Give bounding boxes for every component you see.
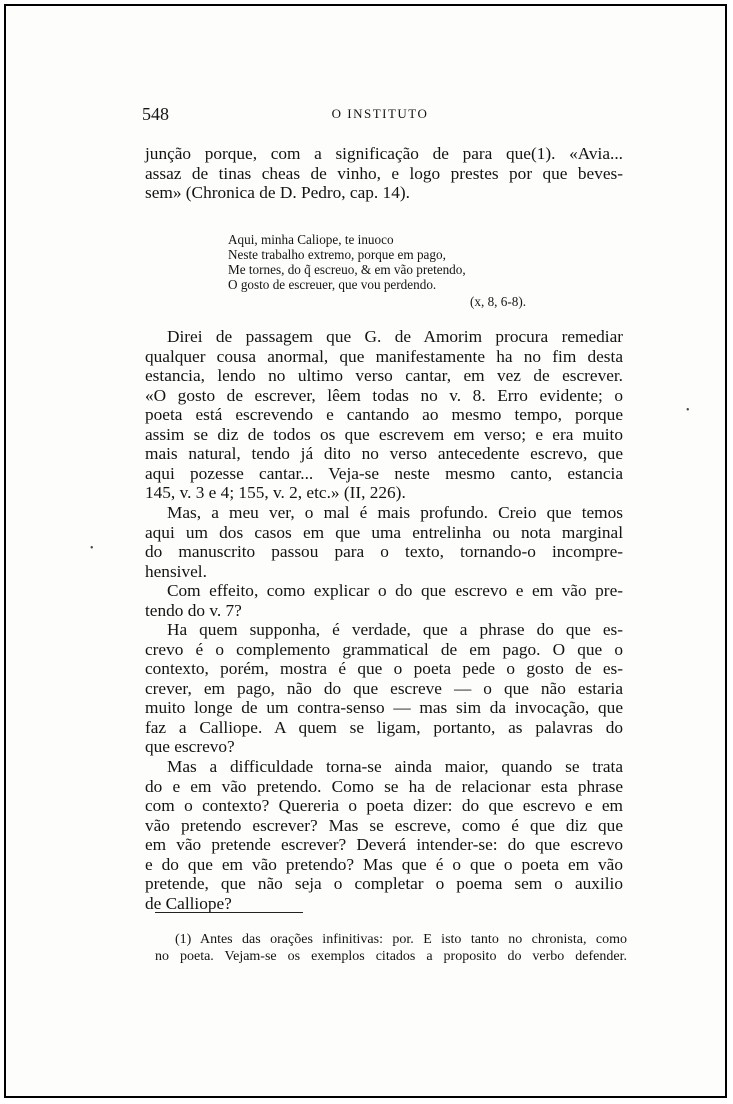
text-line: pretende, que não seja o completar o poema sem o auxilio bbox=[145, 874, 623, 893]
poem-line: O gosto de escreuer, que vou perdendo. bbox=[228, 277, 437, 292]
text-line: Mas a difficuldade torna-se ainda maior, quando se trata bbox=[167, 757, 623, 776]
footnote bbox=[155, 932, 627, 965]
paragraph-mas bbox=[145, 503, 623, 581]
text-line: que escrevo? bbox=[145, 737, 235, 756]
poem-reference: (x, 8, 6-8). bbox=[470, 294, 527, 309]
text-line: crevo é o complemento grammatical de em pago. O que o bbox=[145, 639, 623, 659]
opening-paragraph bbox=[145, 144, 623, 203]
text-line: poeta está escrevendo e cantando ao mesmo tempo, porque bbox=[145, 405, 623, 424]
text-line: aqui um dos casos em que uma entrelinha ou nota marginal bbox=[145, 522, 623, 542]
text-line: estancia, lendo no ultimo verso cantar, em vez de escrever. bbox=[145, 366, 623, 385]
poem-line: Neste trabalho extremo, porque em pago, bbox=[228, 247, 446, 262]
text-line: junção porque, com a significação de para que(1). «Avia... bbox=[145, 144, 623, 163]
text-line: Mas, a meu ver, o mal é mais profundo. Creio que temos bbox=[167, 503, 623, 522]
paragraph-difficuldade bbox=[145, 757, 623, 913]
text-line: tendo do v. 7? bbox=[145, 600, 242, 620]
text-line: faz a Calliope. A quem se ligam, portanto, as palavras do bbox=[145, 717, 623, 737]
text-line: 145, v. 3 e 4; 155, v. 2, etc.» (II, 226). bbox=[145, 483, 406, 502]
paragraph-com-effeito bbox=[145, 581, 623, 620]
paragraph-ha-quem bbox=[145, 620, 623, 757]
text-line: contexto, porém, mostra é que o poeta pede o gosto de es- bbox=[145, 659, 623, 678]
text-line: Com effeito, como explicar o do que escrevo e em vão pre- bbox=[167, 581, 623, 600]
text-line: em vão pretende escrever? Deverá intender-se: do que escrevo bbox=[145, 835, 623, 854]
text-line: Ha quem supponha, é verdade, que a phrase do que es- bbox=[167, 620, 623, 639]
text-line: do e em vão pretendo. Como se ha de relacionar esta phrase bbox=[145, 776, 623, 796]
running-title: O INSTITUTO bbox=[331, 106, 429, 121]
poem-quotation bbox=[228, 232, 466, 292]
text-line: assim se diz de todos os que escrevem em verso; e era muito bbox=[145, 424, 623, 444]
text-line: do manuscrito passou para o texto, tornando-o incompre- bbox=[145, 542, 623, 561]
text-line: e do que em vão pretendo? Mas que é o que o poeta em vão bbox=[145, 854, 623, 874]
paragraph-direi bbox=[145, 327, 623, 503]
footnote-line: (1) Antes das orações infinitivas: por. E isto tanto no chronista, como bbox=[175, 932, 627, 947]
text-line: qualquer cousa anormal, que manifestamente ha no fim desta bbox=[145, 346, 623, 366]
text-line: assaz de tinas cheas de vinho, e logo prestes por que beves- bbox=[145, 163, 623, 183]
text-line: sem» (Chronica de D. Pedro, cap. 14). bbox=[145, 183, 410, 202]
text-line: de Calliope? bbox=[145, 893, 232, 913]
text-line: vão pretendo escrever? Mas se escreve, como é que diz que bbox=[145, 815, 623, 835]
margin-speck: • bbox=[90, 543, 94, 554]
text-line: aqui pozesse cantar... Veja-se neste mesmo canto, estancia bbox=[145, 463, 623, 483]
text-line: «O gosto de escrever, lêem todas no v. 8. Erro evidente; o bbox=[145, 385, 623, 405]
text-line: com o contexto? Quereria o poeta dizer: do que escrevo e em bbox=[145, 796, 623, 815]
poem-line: Me tornes, do q̃ escreuo, & em vão pretendo, bbox=[228, 262, 466, 277]
text-line: crever, em pago, não do que escreve — o que não estaria bbox=[145, 678, 623, 698]
margin-speck: • bbox=[686, 405, 690, 416]
text-line: hensivel. bbox=[145, 561, 207, 581]
footnote-line: no poeta. Vejam-se os exemplos citados a proposito do verbo defender. bbox=[155, 948, 627, 964]
page-number: 548 bbox=[142, 104, 169, 124]
poem-line: Aqui, minha Caliope, te inuoco bbox=[228, 232, 394, 247]
footnote-divider bbox=[155, 912, 303, 913]
text-line: Direi de passagem que G. de Amorim procura remediar bbox=[167, 327, 623, 346]
text-line: mais natural, tendo já dito no verso antecedente escrevo, que bbox=[145, 444, 623, 463]
text-line: muito longe de um contra-senso — mas sim da invocação, que bbox=[145, 698, 623, 717]
